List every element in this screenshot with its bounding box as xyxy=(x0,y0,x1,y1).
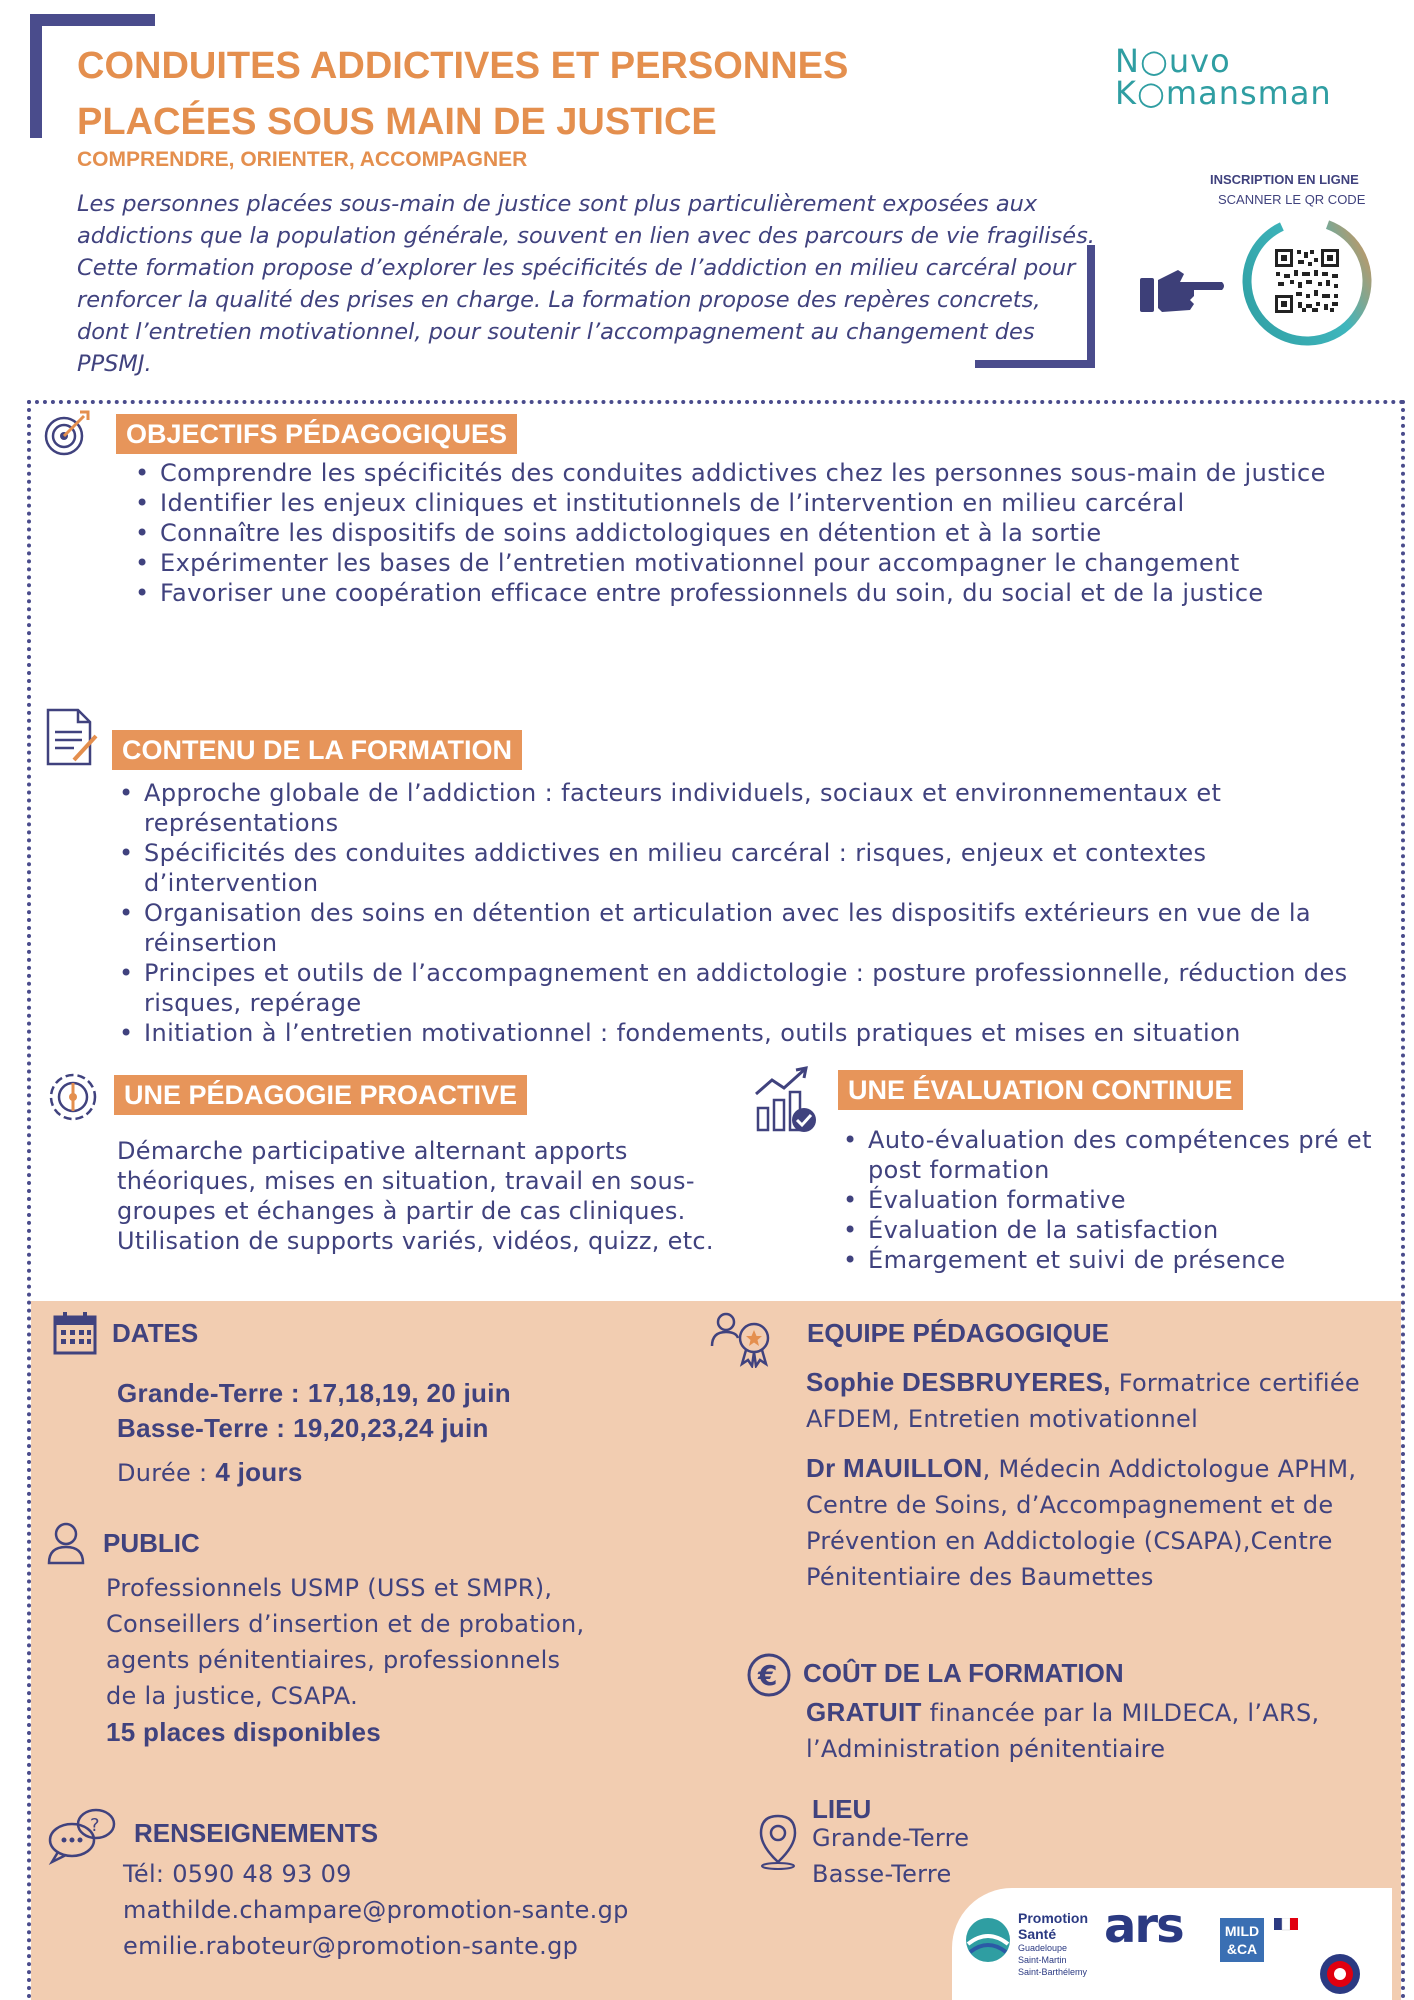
phone-number[interactable]: Tél: 0590 48 93 09 xyxy=(123,1860,352,1888)
section-heading-pedagogie: UNE PÉDAGOGIE PROACTIVE xyxy=(114,1075,527,1115)
duree: Durée : 4 jours xyxy=(117,1457,303,1487)
trainer-2: Dr MAUILLON, Médecin Addictologue APHM, Centre de Soins, d’Accompagnement et de Prévention en Addictologie (CSAPA),Centre Pénitentiaire des Baumettes xyxy=(806,1453,1357,1591)
pointing-hand-icon xyxy=(1138,260,1226,320)
qr-label: INSCRIPTION EN LIGNE xyxy=(1210,172,1359,187)
list-item: • Favoriser une coopération efficace entre professionnels du soin, du social et de la justice xyxy=(130,578,1360,608)
ars-logo: ars xyxy=(1104,1898,1183,1954)
lieu-line: Grande-Terre xyxy=(812,1824,970,1852)
list-item: • Approche globale de l’addiction : facteurs individuels, sociaux et environnementaux et représentations xyxy=(114,778,1374,838)
promotion-sante-text: Promotion Santé Guadeloupe Saint-Martin Saint-Barthélemy xyxy=(1018,1910,1088,1977)
objectifs-list xyxy=(130,458,1360,608)
intro-text: Les personnes placées sous-main de justice sont plus particulièrement exposées aux addictions que la population générale, souvent en lien avec des parcours de vie fragilisés. Cette formation propose d’explorer les spécificités de l’addiction en milieu carcéral pour renforcer la qualité des prises en charge. La formation propose des repères concrets, dont l’entretien motivationnel, pour soutenir l’accompagnement au changement des PPSMJ. xyxy=(77,191,1095,377)
cout-text: GRATUIT financée par la MILDECA, l’ARS, l’Administration pénitentiaire xyxy=(806,1697,1320,1763)
document-icon xyxy=(44,706,100,768)
list-item: • Initiation à l’entretien motivationnel : fondements, outils pratiques et mises en situation xyxy=(114,1018,1374,1048)
page-subtitle: COMPRENDRE, ORIENTER, ACCOMPAGNER xyxy=(77,148,528,171)
partner-logos xyxy=(952,1888,1392,2000)
svg-text:?: ? xyxy=(90,1815,100,1836)
section-heading-evaluation: UNE ÉVALUATION CONTINUE xyxy=(838,1070,1243,1110)
list-item: • Évaluation de la satisfaction xyxy=(838,1215,1378,1245)
team-award-icon xyxy=(710,1308,776,1368)
target-icon xyxy=(42,408,92,458)
brain-gear-icon xyxy=(40,1064,106,1130)
list-item: • Spécificités des conduites addictives en milieu carcéral : risques, enjeux et contextes d’intervention xyxy=(114,838,1374,898)
list-item: • Émargement et suivi de présence xyxy=(838,1245,1378,1275)
equipe-heading: EQUIPE PÉDAGOGIQUE xyxy=(807,1318,1109,1348)
list-item: • Expérimenter les bases de l’entretien motivationnel pour accompagner le changement xyxy=(130,548,1360,578)
qr-code[interactable] xyxy=(1240,214,1375,349)
list-item: • Évaluation formative xyxy=(838,1185,1378,1215)
list-item: • Organisation des soins en détention et articulation avec les dispositifs extérieurs en vue de la réinsertion xyxy=(114,898,1374,958)
dates-heading: DATES xyxy=(112,1318,199,1348)
nouvo-komansman-logo: N○uvo K○mansman xyxy=(1115,42,1332,112)
section-heading-contenu: CONTENU DE LA FORMATION xyxy=(112,730,522,770)
republique-francaise-logo xyxy=(1274,1918,1298,1938)
calendar-icon xyxy=(52,1310,98,1356)
qr-sublabel: SCANNER LE QR CODE xyxy=(1218,192,1366,207)
trainer-1: Sophie DESBRUYERES, Formatrice certifiée AFDEM, Entretien motivationnel xyxy=(806,1367,1360,1433)
speech-bubbles-icon xyxy=(46,1806,118,1866)
svg-text:€: € xyxy=(758,1659,778,1692)
lieu-heading: LIEU xyxy=(812,1794,872,1824)
renseignements-heading: RENSEIGNEMENTS xyxy=(134,1818,379,1848)
public-text: Professionnels USMP (USS et SMPR), Conseillers d’insertion et de probation, agents pénitentiaires, professionnels de la justice, CSAPA. 15 places disponibles xyxy=(106,1574,585,1747)
dates-basse-terre: Basse-Terre : 19,20,23,24 juin xyxy=(117,1413,489,1443)
section-heading-objectifs: OBJECTIFS PÉDAGOGIQUES xyxy=(116,414,517,454)
email-link[interactable]: emilie.raboteur@promotion-sante.gp xyxy=(123,1932,579,1960)
list-item: • Comprendre les spécificités des conduites addictives chez les personnes sous-main de justice xyxy=(130,458,1360,488)
list-item: • Connaître les dispositifs de soins addictologiques en détention et à la sortie xyxy=(130,518,1360,548)
list-item: • Identifier les enjeux cliniques et institutionnels de l’intervention en milieu carcéral xyxy=(130,488,1360,518)
cout-heading: COÛT DE LA FORMATION xyxy=(803,1658,1124,1688)
public-heading: PUBLIC xyxy=(103,1528,200,1558)
list-item: • Auto-évaluation des compétences pré et post formation xyxy=(838,1125,1378,1185)
mildeca-logo: MILD &CA xyxy=(1220,1918,1264,1962)
promotion-sante-logo xyxy=(962,1914,1014,1966)
page-title: CONDUITES ADDICTIVES ET PERSONNES PLACÉES SOUS MAIN DE JUSTICE xyxy=(77,45,849,143)
person-icon xyxy=(46,1521,86,1565)
contenu-list xyxy=(114,778,1374,1048)
dates-grande-terre: Grande-Terre : 17,18,19, 20 juin xyxy=(117,1378,511,1408)
decorative-bracket xyxy=(30,14,155,26)
lieu-line: Basse-Terre xyxy=(812,1860,952,1888)
chart-check-icon xyxy=(752,1064,820,1136)
location-pin-icon xyxy=(755,1812,801,1870)
euro-icon xyxy=(746,1652,792,1698)
list-item: • Principes et outils de l’accompagnement en addictologie : posture professionnelle, réduction des risques, repérage xyxy=(114,958,1374,1018)
decorative-bracket xyxy=(30,14,42,138)
evaluation-list xyxy=(838,1125,1378,1275)
pedagogie-text: Démarche participative alternant apports théoriques, mises en situation, travail en sous-groupes et échanges à partir de cas cliniques. Utilisation de supports variés, vidéos, quizz, etc. xyxy=(117,1137,714,1255)
seal-logo xyxy=(1318,1952,1362,1996)
email-link[interactable]: mathilde.champare@promotion-sante.gp xyxy=(123,1896,629,1924)
